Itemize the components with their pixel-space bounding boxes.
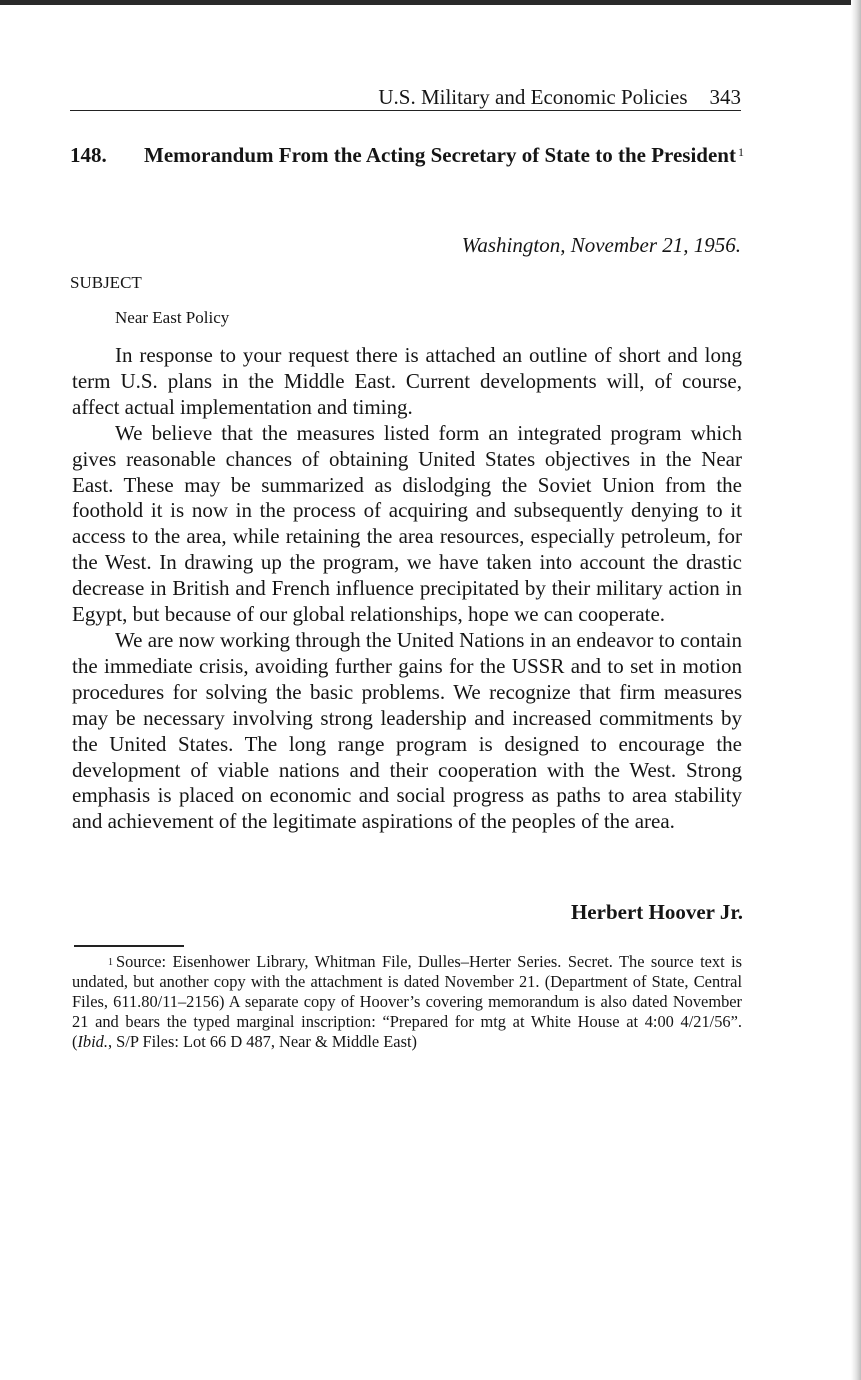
memo-body bbox=[72, 343, 742, 835]
document-number: 148. bbox=[70, 143, 107, 167]
dateline: Washington, November 21, 1956. bbox=[461, 233, 741, 257]
footnote-text-2: , S/P Files: Lot 66 D 487, Near & Middle East) bbox=[107, 1032, 417, 1052]
page-number: 343 bbox=[709, 85, 741, 109]
footnote-rule bbox=[74, 945, 184, 947]
top-edge-rule bbox=[0, 0, 861, 5]
subject-value: Near East Policy bbox=[115, 308, 230, 327]
running-head bbox=[70, 84, 741, 111]
signature: Herbert Hoover Jr. bbox=[570, 900, 743, 924]
document-title-text: Memorandum From the Acting Secretary of State to the President bbox=[144, 143, 736, 167]
running-head-title: U.S. Military and Economic Policies bbox=[378, 85, 688, 109]
body-paragraph-1: In response to your request there is attached an outline of short and long term U.S. plans in the Middle East. Current developments will, of course, affect actual implementation and timing. bbox=[72, 343, 742, 419]
subject-label: SUBJECT bbox=[70, 273, 142, 292]
document-title bbox=[144, 142, 744, 168]
page-edge-shadow bbox=[851, 0, 861, 1380]
footnote-ibid: Ibid. bbox=[77, 1032, 108, 1052]
footnote bbox=[72, 952, 742, 1052]
footnote-text-1: Source: Eisenhower Library, Whitman File, Dulles–Herter Series. Secret. The source text is undated, but another copy with the attachment is dated November 21. (Department of State, Central Files, 611.80/11–2156) A separate copy of Hoover’s covering memorandum is also dated November 21 and bears the typed marginal inscription: “Prepared for mtg at White House at 4:00 4/21/56”. ( bbox=[72, 952, 742, 1052]
body-paragraph-3: We are now working through the United Nations in an endeavor to contain the immediate crisis, avoiding further gains for the USSR and to set in motion procedures for solving the basic problems. We recognize that firm measures may be necessary involving strong leadership and increased commitments by the United States. The long range program is designed to encourage the development of viable nations and their cooperation with the West. Strong emphasis is placed on economic and social progress as paths to area stability and achievement of the legitimate aspirations of the peoples of the area. bbox=[72, 627, 742, 834]
footnote-marker: 1 bbox=[108, 957, 113, 968]
footnote-paragraph bbox=[72, 952, 742, 1052]
title-footnote-marker: 1 bbox=[737, 145, 744, 159]
body-paragraph-2: We believe that the measures listed form an integrated program which gives reasonable chances of obtaining United States objectives in the Near East. These may be summarized as dislodging the Soviet Union from the foothold it is now in the process of acquiring and subsequently denying to it access to the area, while retaining the area resources, especially petroleum, for the West. In drawing up the program, we have taken into account the drastic decrease in British and French influence precipitated by their military action in Egypt, but because of our global relationships, hope we can cooperate. bbox=[72, 420, 742, 627]
